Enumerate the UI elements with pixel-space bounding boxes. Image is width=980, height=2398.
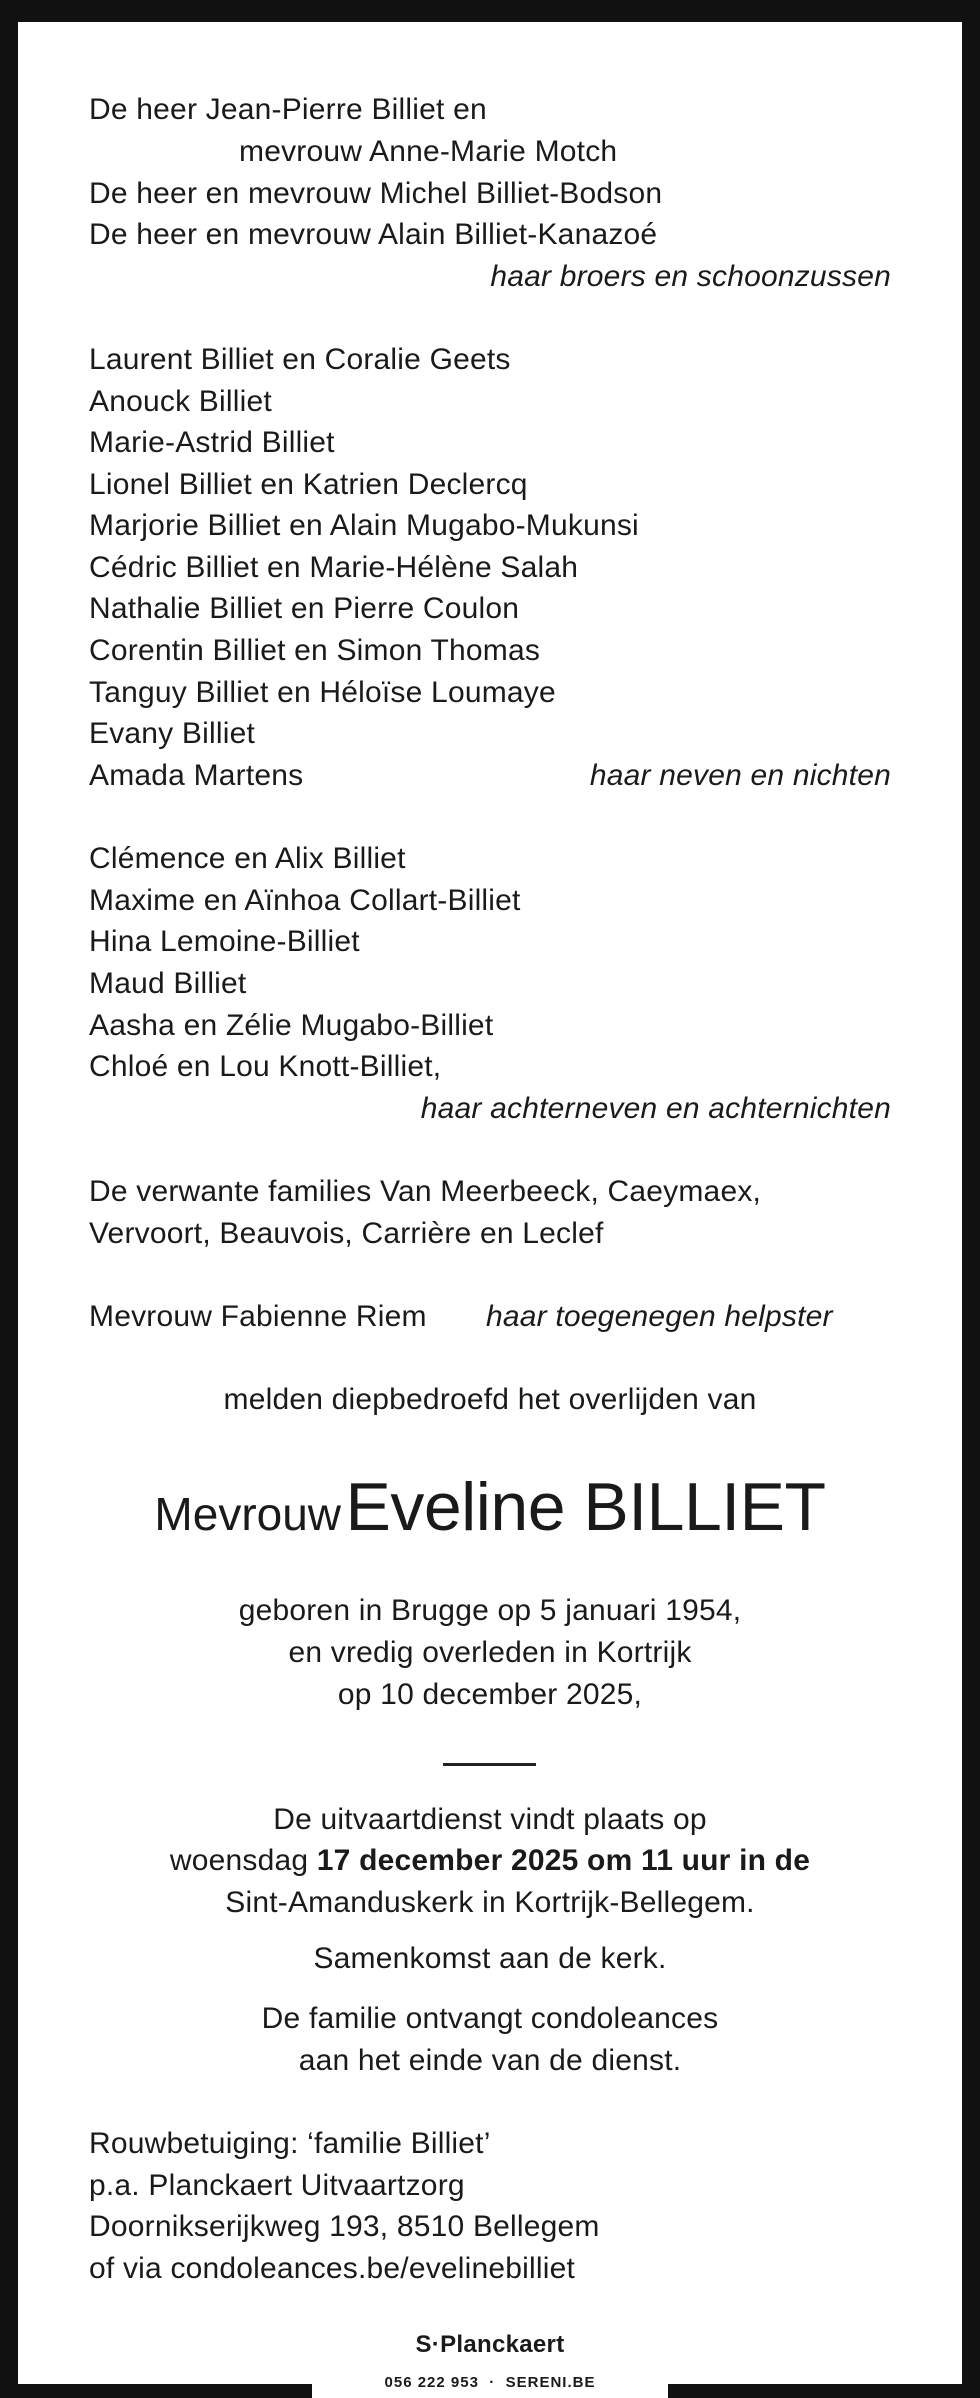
- related-families-line: Vervoort, Beauvois, Carrière en Leclef: [89, 1217, 604, 1250]
- nephew-niece-line: Laurent Billiet en Coralie Geets: [89, 343, 511, 376]
- contact-line: of via condoleances.be/evelinebilliet: [89, 2252, 576, 2285]
- birth-death-line: op 10 december 2025,: [337, 1678, 643, 1711]
- planckaert-logo: S·Planckaert: [415, 2331, 565, 2358]
- siblings-role: haar broers en schoonzussen: [490, 260, 891, 293]
- nephews-role: haar neven en nichten: [589, 759, 891, 792]
- service-date-bold: 17 december 2025 om 11 uur in de: [316, 1844, 811, 1877]
- deceased-name: Eveline BILLIET: [345, 1469, 826, 1545]
- condolences-line: aan het einde van de dienst.: [298, 2044, 682, 2077]
- service-date-prefix: woensdag: [169, 1844, 317, 1877]
- sibling-line: De heer en mevrouw Alain Billiet-Kanazoé: [89, 218, 658, 251]
- grand-nephew-line: Clémence en Alix Billiet: [89, 842, 406, 875]
- deceased-name-heading: [0, 1468, 980, 1546]
- deceased-prefix: Mevrouw: [154, 1488, 342, 1540]
- gathering-note: Samenkomst aan de kerk.: [313, 1942, 667, 1975]
- footer-separator: ·: [489, 2374, 496, 2391]
- condolences-line: De familie ontvangt condoleances: [261, 2002, 719, 2035]
- nephew-niece-line: Evany Billiet: [89, 717, 256, 750]
- service-line: De uitvaartdienst vindt plaats op: [273, 1803, 707, 1836]
- grand-nephews-role: haar achterneven en achternichten: [420, 1092, 891, 1125]
- service-location-line: Sint-Amanduskerk in Kortrijk-Bellegem.: [225, 1886, 755, 1919]
- birth-death-line: en vredig overleden in Kortrijk: [288, 1636, 692, 1669]
- helper-name: Mevrouw Fabienne Riem: [89, 1300, 427, 1333]
- sibling-line: De heer en mevrouw Michel Billiet-Bodson: [89, 177, 663, 210]
- phone-number: 056 222 953: [384, 2374, 479, 2391]
- nephew-niece-line: Marie-Astrid Billiet: [89, 426, 335, 459]
- funeral-home-contact: [312, 2373, 668, 2393]
- section-divider: [443, 1763, 536, 1766]
- service-date-line: [0, 1843, 980, 1879]
- nephew-niece-line: Marjorie Billiet en Alain Mugabo-Mukunsi: [89, 509, 639, 542]
- grand-nephew-line: Aasha en Zélie Mugabo-Billiet: [89, 1009, 494, 1042]
- sibling-line: mevrouw Anne-Marie Motch: [239, 135, 618, 168]
- contact-line: Doornikserijkweg 193, 8510 Bellegem: [89, 2210, 600, 2243]
- announcement: melden diepbedroefd het overlijden van: [223, 1383, 757, 1416]
- contact-line: p.a. Planckaert Uitvaartzorg: [89, 2169, 465, 2202]
- nephew-niece-line: Lionel Billiet en Katrien Declercq: [89, 468, 528, 501]
- birth-death-line: geboren in Brugge op 5 januari 1954,: [238, 1594, 742, 1627]
- nephew-niece-line: Nathalie Billiet en Pierre Coulon: [89, 592, 520, 625]
- nephew-niece-line: Anouck Billiet: [89, 385, 272, 418]
- nephew-niece-line: Corentin Billiet en Simon Thomas: [89, 634, 541, 667]
- contact-line: Rouwbetuiging: ‘familie Billiet’: [89, 2127, 491, 2160]
- helper-role: haar toegenegen helpster: [486, 1300, 833, 1333]
- grand-nephew-line: Hina Lemoine-Billiet: [89, 925, 360, 958]
- grand-nephew-line: Maud Billiet: [89, 967, 247, 1000]
- website: SERENI.BE: [505, 2374, 596, 2391]
- sibling-line: De heer Jean-Pierre Billiet en: [89, 93, 487, 126]
- related-families-line: De verwante families Van Meerbeeck, Caeymaex,: [89, 1175, 762, 1208]
- nephew-niece-line: Cédric Billiet en Marie-Hélène Salah: [89, 551, 579, 584]
- grand-nephew-line: Chloé en Lou Knott-Billiet,: [89, 1050, 442, 1083]
- nephew-niece-line: Tanguy Billiet en Héloïse Loumaye: [89, 676, 556, 709]
- grand-nephew-line: Maxime en Aïnhoa Collart-Billiet: [89, 884, 521, 917]
- nephew-niece-line: Amada Martens: [89, 759, 304, 792]
